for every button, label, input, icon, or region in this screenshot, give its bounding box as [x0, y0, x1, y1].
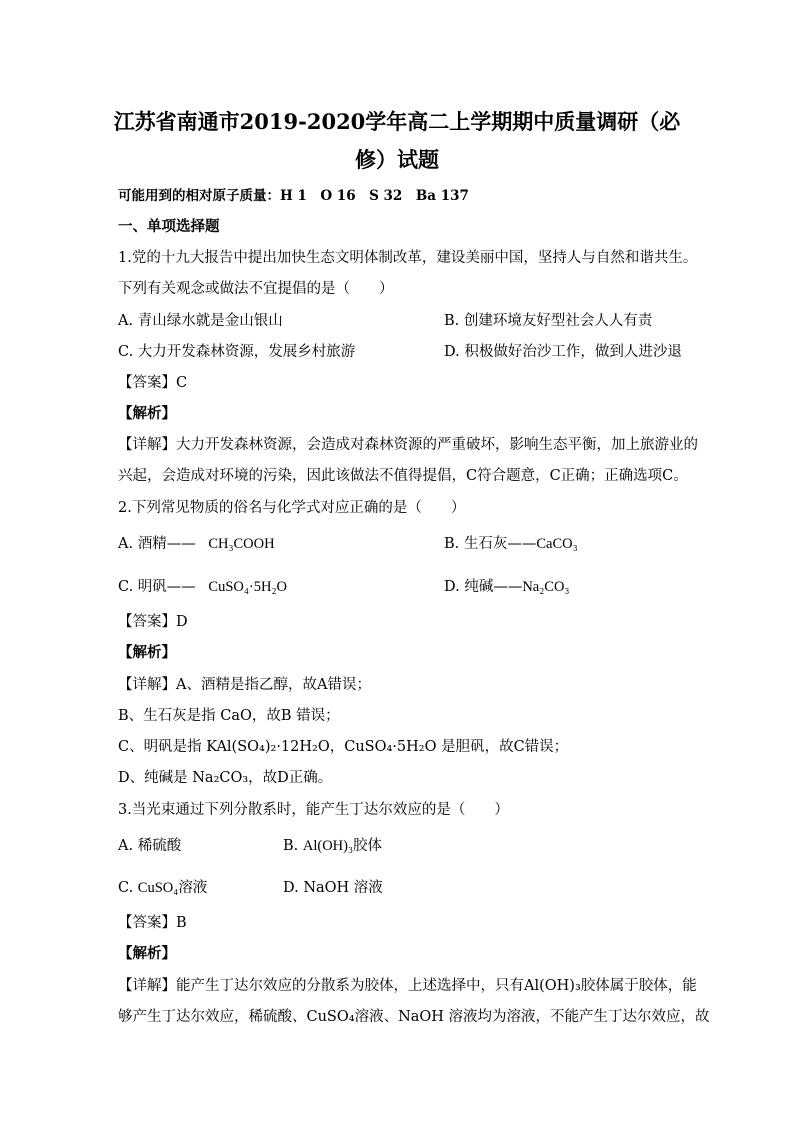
- q2-option-c-formula: CuSO₄·5H₂O: [208, 579, 287, 595]
- q3-option-c: [118, 878, 207, 898]
- q1-stem-line1: 1.党的十九大报告中提出加快生态文明体制改革，建设美丽中国，坚持人与自然和谐共生。: [118, 250, 698, 266]
- q3-option-b-formula: Al(OH)₃: [302, 838, 354, 854]
- q3-analysis-heading: 【解析】: [118, 945, 176, 962]
- q3-option-b-label: B.: [283, 838, 303, 854]
- section-heading: 一、单项选择题: [118, 218, 220, 235]
- q1-option-a: A. 青山绿水就是金山银山: [118, 313, 283, 329]
- q2-detail-line1: 【详解】A、酒精是指乙醇，故A错误；: [118, 677, 371, 693]
- q2-option-a-formula: CH₃COOH: [208, 536, 275, 552]
- q1-detail-line1: 【详解】大力开发森林资源，会造成对森林资源的严重破坏，影响生态平衡，加上旅游业的: [118, 437, 698, 453]
- q2-option-c-label: C. 明矾——: [118, 579, 196, 595]
- q3-answer: 【答案】B: [118, 915, 187, 931]
- document-title-line1: 江苏省南通市2019-2020学年高二上学期期中质量调研（必: [113, 109, 681, 134]
- q2-option-b-formula: CaCO₃: [536, 536, 578, 552]
- q3-stem: 3.当光束通过下列分散系时，能产生丁达尔效应的是（ ）: [118, 802, 509, 818]
- q2-option-b-label: B. 生石灰——: [444, 536, 537, 552]
- q2-detail-line4: D、纯碱是 Na₂CO₃，故D正确。: [118, 770, 333, 786]
- q3-option-c-formula: CuSO₄: [137, 880, 179, 896]
- document-title-line2: 修）试题: [355, 147, 439, 172]
- atomic-mass-note: 可能用到的相对原子质量：H 1 O 16 S 32 Ba 137: [118, 188, 469, 204]
- q1-analysis-heading: 【解析】: [118, 405, 176, 422]
- q1-option-d: D. 积极做好治沙工作，做到人进沙退: [444, 344, 682, 360]
- q1-stem-line2: 下列有关观念或做法不宜提倡的是（ ）: [118, 281, 394, 297]
- q2-stem: 2.下列常见物质的俗名与化学式对应正确的是（ ）: [118, 500, 466, 516]
- q1-detail-line2: 兴起，会造成对环境的污染，因此该做法不值得提倡，C符合题意，C正确；正确选项C。: [118, 468, 688, 484]
- q2-option-b: [444, 534, 578, 554]
- q2-answer: 【答案】D: [118, 614, 188, 630]
- q1-option-c: C. 大力开发森林资源，发展乡村旅游: [118, 344, 356, 360]
- q2-detail-line3: C、明矾是指 KAl(SO₄)₂·12H₂O，CuSO₄·5H₂O 是胆矾，故C错误；: [118, 739, 569, 755]
- q3-option-c-label: C.: [118, 880, 138, 896]
- q3-option-a: A. 稀硫酸: [118, 838, 182, 854]
- q3-detail-line2: 够产生丁达尔效应，稀硫酸、CuSO₄溶液、NaOH 溶液均为溶液，不能产生丁达尔效应，故: [118, 1009, 710, 1025]
- q2-detail-line2: B、生石灰是指 CaO，故B 错误；: [118, 708, 340, 724]
- q3-option-b-suffix: 胶体: [353, 838, 383, 854]
- q2-option-a-label: A. 酒精——: [118, 536, 196, 552]
- q3-option-d: D. NaOH 溶液: [283, 880, 383, 896]
- q3-detail-line1: 【详解】能产生丁达尔效应的分散系为胶体，上述选择中，只有Al(OH)₃胶体属于胶体，能: [118, 978, 697, 994]
- q2-option-c: [118, 577, 287, 597]
- q2-option-d-formula: Na₂CO₃: [522, 579, 570, 595]
- q1-answer: 【答案】C: [118, 375, 188, 391]
- q2-option-d: [444, 577, 570, 597]
- q3-option-c-suffix: 溶液: [178, 880, 208, 896]
- q1-option-b: B. 创建环境友好型社会人人有责: [444, 313, 653, 329]
- q2-option-d-label: D. 纯碱——: [444, 579, 523, 595]
- q3-option-b: [283, 836, 382, 856]
- q2-option-a: [118, 534, 275, 554]
- q2-analysis-heading: 【解析】: [118, 644, 176, 661]
